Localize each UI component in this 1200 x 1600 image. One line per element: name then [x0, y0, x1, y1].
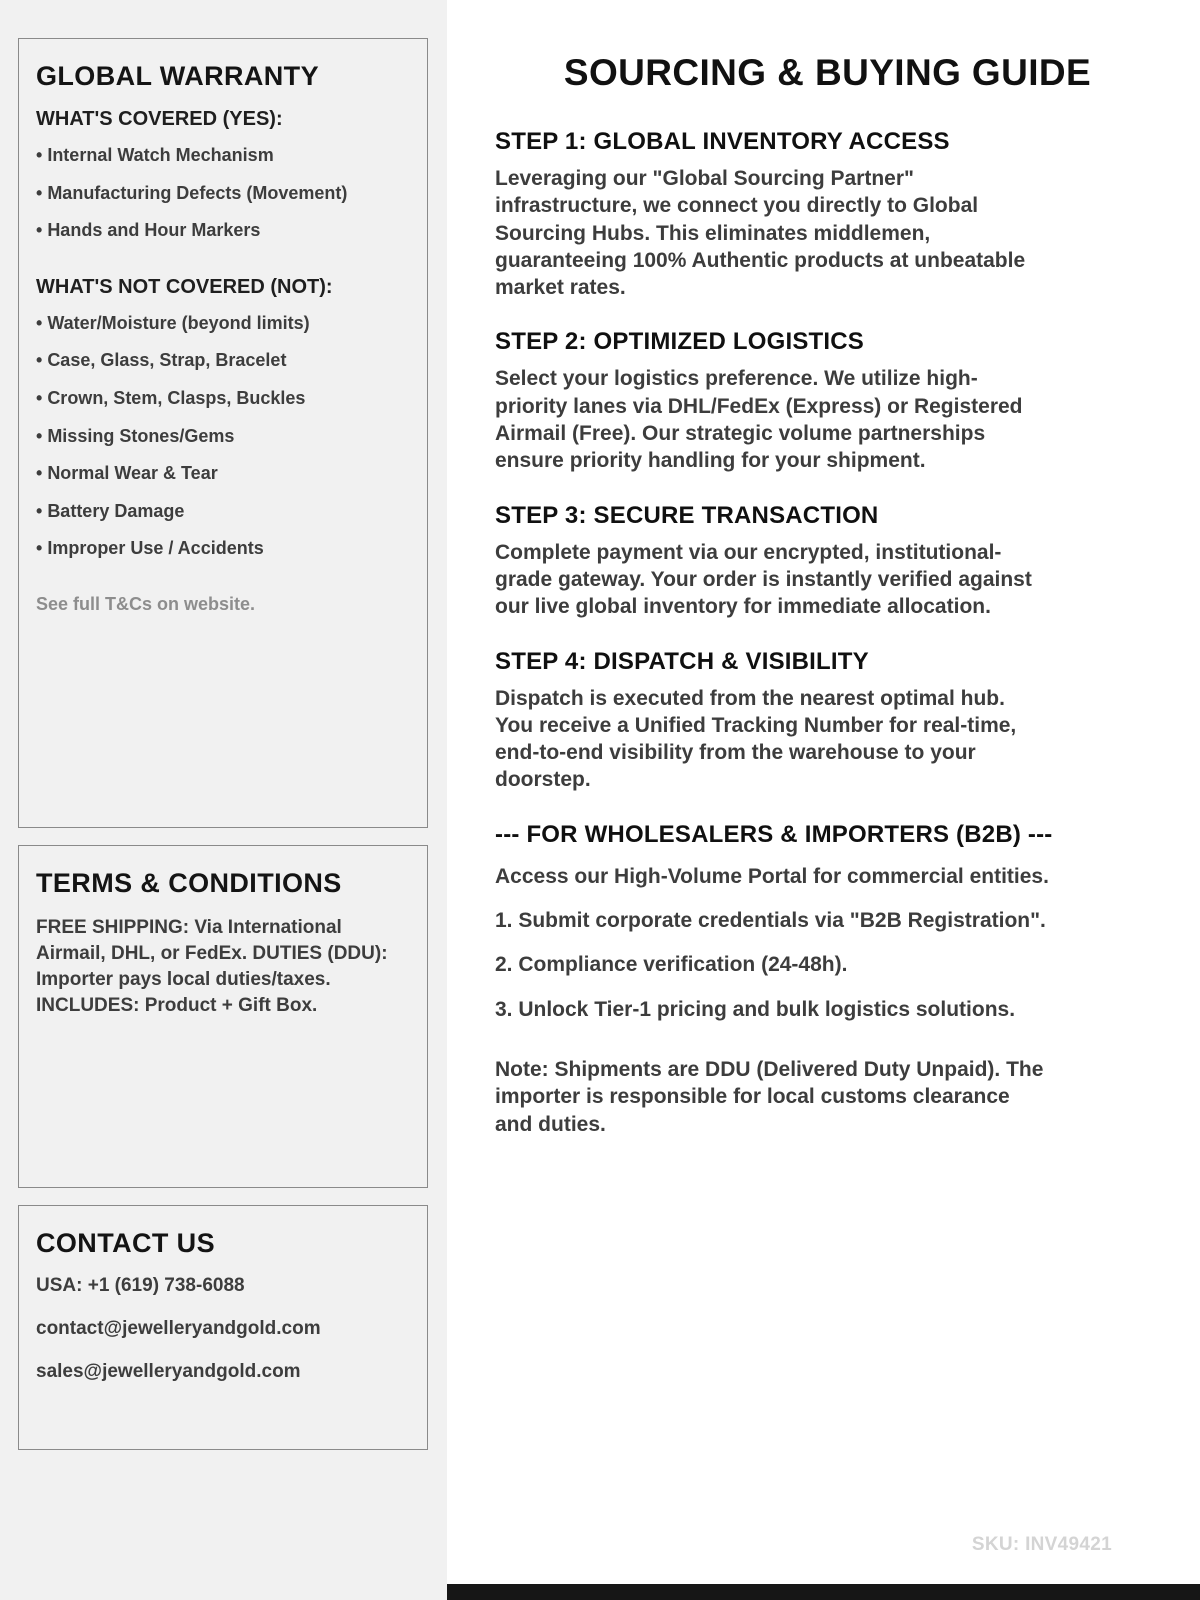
not-covered-item: • Crown, Stem, Clasps, Buckles [36, 388, 410, 410]
b2b-note: Note: Shipments are DDU (Delivered Duty Unpaid). The importer is responsible for local customs clearance and duties. [495, 1057, 1044, 1136]
step-4-heading: STEP 4: DISPATCH & VISIBILITY [495, 647, 869, 675]
contact-email-sales: sales@jewelleryandgold.com [36, 1361, 301, 1382]
step-1 [495, 128, 1160, 301]
warranty-box [18, 38, 428, 828]
page-title: SOURCING & BUYING GUIDE [563, 52, 1092, 93]
warranty-footnote: See full T&Cs on website. [36, 593, 256, 614]
not-covered-item: • Improper Use / Accidents [36, 538, 410, 560]
warranty-title: GLOBAL WARRANTY [36, 61, 319, 91]
not-covered-title: WHAT'S NOT COVERED (NOT): [36, 275, 333, 298]
main-content [447, 0, 1200, 1600]
not-covered-item: • Case, Glass, Strap, Bracelet [36, 350, 410, 372]
step-3-body: Complete payment via our encrypted, institutional-grade gateway. Your order is instantly verified against our live global inventory for immediate allocation. [495, 540, 1032, 619]
step-1-heading: STEP 1: GLOBAL INVENTORY ACCESS [495, 128, 950, 155]
not-covered-item: • Battery Damage [36, 501, 410, 523]
contact-box [18, 1205, 428, 1450]
covered-item: • Manufacturing Defects (Movement) [36, 183, 410, 205]
step-3 [495, 502, 1160, 621]
sku-label: SKU: INV49421 [971, 1534, 1112, 1555]
covered-item: • Internal Watch Mechanism [36, 145, 410, 167]
covered-list [36, 145, 410, 242]
b2b-item-3: 3. Unlock Tier-1 pricing and bulk logistics solutions. [495, 997, 1016, 1021]
step-2 [495, 328, 1160, 474]
step-4 [495, 648, 1160, 794]
covered-title: WHAT'S COVERED (YES): [36, 108, 283, 130]
b2b-intro: Access our High-Volume Portal for commercial entities. [495, 864, 1049, 888]
b2b-item-2: 2. Compliance verification (24-48h). [495, 953, 848, 977]
covered-item: • Hands and Hour Markers [36, 220, 410, 242]
contact-title: CONTACT US [36, 1228, 215, 1258]
contact-email-primary: contact@jewelleryandgold.com [36, 1318, 321, 1339]
sidebar [0, 0, 447, 1600]
b2b-section [495, 821, 1160, 1138]
bottom-bar [447, 1584, 1200, 1600]
contact-phone: USA: +1 (619) 738-6088 [36, 1275, 245, 1296]
terms-body: FREE SHIPPING: Via International Airmail, DHL, or FedEx. DUTIES (DDU): Importer pays local duties/taxes. INCLUDES: Product + Gift Box. [36, 917, 388, 1017]
terms-title: TERMS & CONDITIONS [36, 868, 342, 898]
b2b-item-1: 1. Submit corporate credentials via "B2B Registration". [495, 909, 1046, 933]
b2b-heading: --- FOR WHOLESALERS & IMPORTERS (B2B) --- [495, 820, 1053, 848]
step-3-heading: STEP 3: SECURE TRANSACTION [495, 501, 879, 529]
terms-box [18, 845, 428, 1188]
step-2-body: Select your logistics preference. We utilize high-priority lanes via DHL/FedEx (Express) or Registered Airmail (Free). Our strategic volume partnerships ensure priority handling for your shipment. [495, 367, 1023, 473]
step-4-body: Dispatch is executed from the nearest optimal hub. You receive a Unified Tracking Number for real-time, end-to-end visibility from the warehouse to your doorstep. [495, 686, 1017, 792]
step-1-body: Leveraging our "Global Sourcing Partner" infrastructure, we connect you directly to Global Sourcing Hubs. This eliminates middlemen, guaranteeing 100% Authentic products at unbeatable market rates. [495, 167, 1026, 300]
step-2-heading: STEP 2: OPTIMIZED LOGISTICS [495, 328, 864, 356]
not-covered-item: • Missing Stones/Gems [36, 426, 410, 448]
not-covered-list [36, 313, 410, 560]
not-covered-item: • Water/Moisture (beyond limits) [36, 313, 410, 335]
not-covered-item: • Normal Wear & Tear [36, 463, 410, 485]
